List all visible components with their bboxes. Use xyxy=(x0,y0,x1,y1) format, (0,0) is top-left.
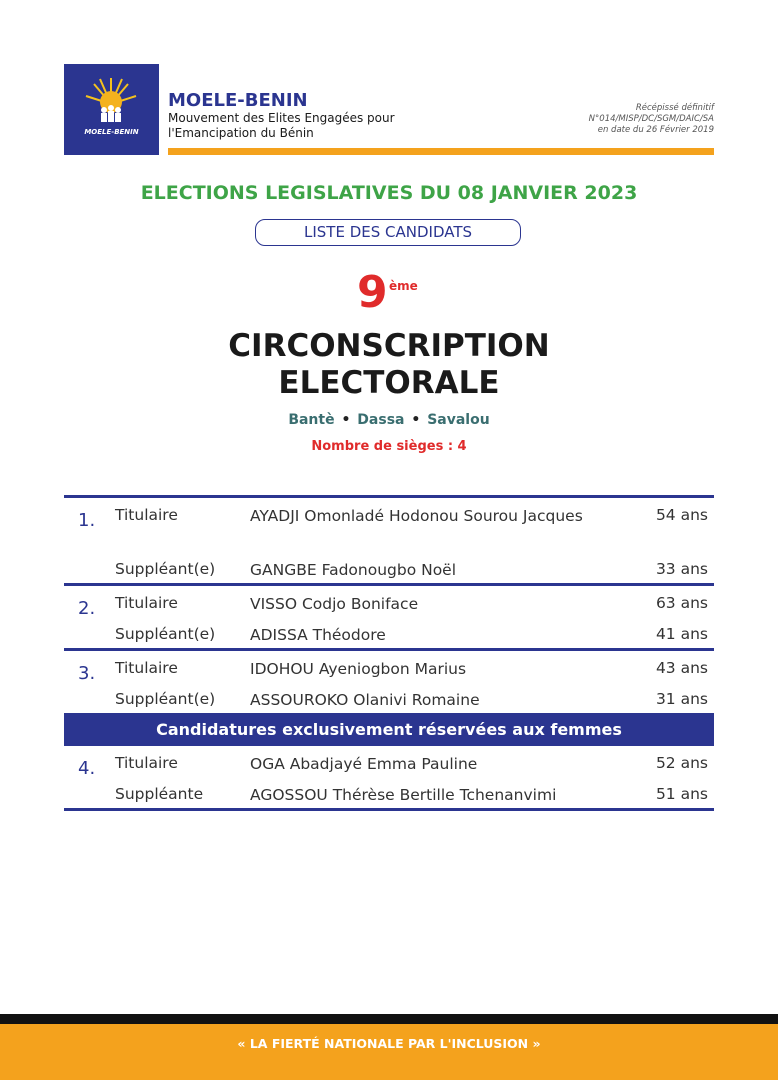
candidate-group-2 xyxy=(64,586,714,648)
candidate-group-3 xyxy=(64,651,714,713)
footer-slogan: « LA FIERTÉ NATIONALE PAR L'INCLUSION » xyxy=(0,1024,778,1080)
list-badge: LISTE DES CANDIDATS xyxy=(255,219,521,246)
circonscription-number: 9 xyxy=(357,267,388,318)
header-divider xyxy=(168,148,714,155)
elections-title: ELECTIONS LEGISLATIVES DU 08 JANVIER 2023 xyxy=(140,182,638,204)
candidate-name: VISSO Codjo Boniface xyxy=(250,595,419,613)
candidate-number: 2. xyxy=(78,598,96,619)
separator-dot: • xyxy=(341,412,351,428)
role-label: Suppléante xyxy=(115,785,204,803)
table-row xyxy=(64,651,714,682)
candidate-group-4 xyxy=(64,746,714,808)
role-label: Titulaire xyxy=(115,754,178,772)
candidate-age: 63 ans xyxy=(655,594,708,612)
women-reserved-banner: Candidatures exclusivement réservées aux femmes xyxy=(64,713,714,746)
org-name: MOELE-BENIN xyxy=(168,90,308,111)
role-label: Titulaire xyxy=(115,659,178,677)
communes xyxy=(0,412,778,428)
commune-1: Bantè xyxy=(288,412,335,428)
commune-2: Dassa xyxy=(357,412,405,428)
footer-black-bar xyxy=(0,1014,778,1024)
table-row xyxy=(64,746,714,777)
org-full-name xyxy=(168,111,438,141)
circonscription-suffix: ème xyxy=(389,279,418,293)
candidate-age: 52 ans xyxy=(655,754,708,772)
candidate-name: AGOSSOU Thérèse Bertille Tchenanvimi xyxy=(250,786,557,804)
candidate-name: GANGBE Fadonougbo Noël xyxy=(250,561,457,579)
candidate-group-1 xyxy=(64,498,714,583)
separator-dot: • xyxy=(411,412,421,428)
circonscription-title-line-2: ELECTORALE xyxy=(278,365,500,401)
receipt-line-3: en date du 26 Février 2019 xyxy=(597,125,714,135)
candidate-name: IDOHOU Ayeniogbon Marius xyxy=(250,660,467,678)
commune-3: Savalou xyxy=(427,412,490,428)
candidate-age: 51 ans xyxy=(655,785,708,803)
candidate-age: 43 ans xyxy=(655,659,708,677)
table-row xyxy=(64,498,714,552)
circonscription-title-line-1: CIRCONSCRIPTION xyxy=(228,328,550,364)
table-row xyxy=(64,586,714,617)
receipt-line-2: N°014/MISP/DC/SGM/DAIC/SA xyxy=(588,114,714,124)
org-full-line-1: Mouvement des Elites Engagées pour xyxy=(168,111,395,125)
candidate-age: 41 ans xyxy=(655,625,708,643)
candidate-name: ASSOUROKO Olanivi Romaine xyxy=(250,691,480,709)
role-label: Suppléant(e) xyxy=(115,625,216,643)
table-row xyxy=(64,552,714,583)
candidates-table xyxy=(64,495,714,811)
org-full-line-2: l'Emancipation du Bénin xyxy=(168,126,314,140)
candidate-number: 4. xyxy=(78,758,96,779)
receipt-info xyxy=(514,103,714,136)
receipt-line-1: Récépissé définitif xyxy=(635,103,714,113)
role-label: Titulaire xyxy=(115,506,178,524)
role-label: Suppléant(e) xyxy=(115,560,216,578)
table-row xyxy=(64,617,714,648)
candidate-age: 33 ans xyxy=(655,560,708,578)
circonscription-title xyxy=(0,328,778,402)
party-logo xyxy=(64,64,159,155)
seat-count: Nombre de sièges : 4 xyxy=(311,439,467,454)
candidate-name: AYADJI Omonladé Hodonou Sourou Jacques xyxy=(250,507,583,525)
role-label: Titulaire xyxy=(115,594,178,612)
candidate-number: 1. xyxy=(78,510,96,531)
candidate-age: 31 ans xyxy=(655,690,708,708)
logo-text: MOELE-BENIN xyxy=(84,128,139,136)
candidate-name: ADISSA Théodore xyxy=(250,626,386,644)
table-row xyxy=(64,682,714,713)
candidate-age: 54 ans xyxy=(655,506,708,524)
table-divider xyxy=(64,808,714,811)
candidate-name: OGA Abadjayé Emma Pauline xyxy=(250,755,478,773)
role-label: Suppléant(e) xyxy=(115,690,216,708)
table-row xyxy=(64,777,714,808)
candidate-number: 3. xyxy=(78,663,96,684)
